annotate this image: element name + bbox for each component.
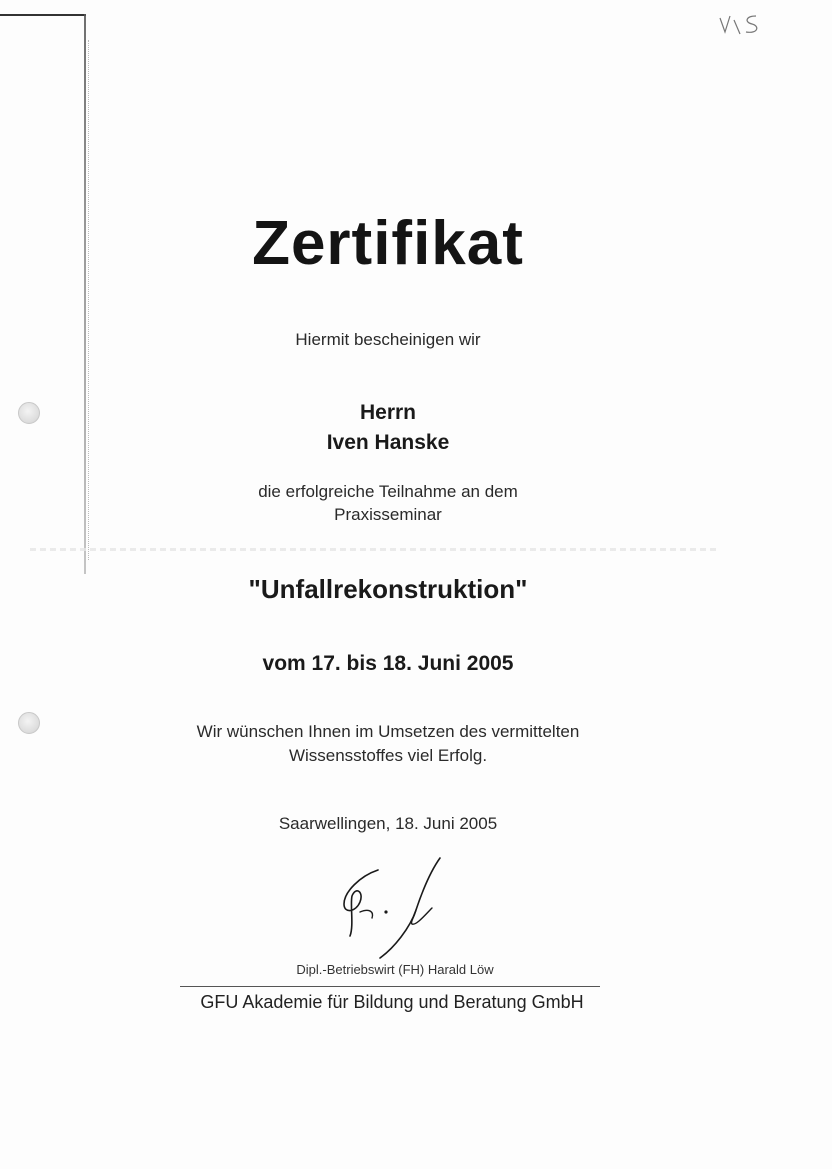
handwritten-signature (330, 852, 450, 962)
salutation: Herrn (359, 401, 417, 424)
wish-line-2: Wissensstoffes viel Erfolg. (288, 746, 488, 765)
intro-text: Hiermit bescheinigen wir (295, 330, 481, 349)
description-line-2: Praxisseminar (334, 505, 442, 524)
scan-streak (30, 548, 720, 551)
handwritten-corner-mark (716, 8, 764, 38)
company-name: GFU Akademie für Bildung und Beratung GmbH (200, 992, 584, 1012)
date-range: vom 17. bis 18. Juni 2005 (262, 652, 514, 675)
recipient-name: Iven Hanske (326, 431, 450, 454)
signature-line (180, 986, 600, 987)
signer-name: Dipl.-Betriebswirt (FH) Harald Löw (296, 962, 494, 977)
scan-corner-line (0, 14, 86, 16)
description-line-1: die erfolgreiche Teilnahme an dem (258, 482, 518, 501)
course-title: "Unfallrekonstruktion" (248, 574, 528, 604)
wish-line-1: Wir wünschen Ihnen im Umsetzen des vermittelten (196, 722, 580, 741)
place-and-date: Saarwellingen, 18. Juni 2005 (278, 814, 498, 833)
certificate-title: Zertifikat (252, 209, 524, 278)
